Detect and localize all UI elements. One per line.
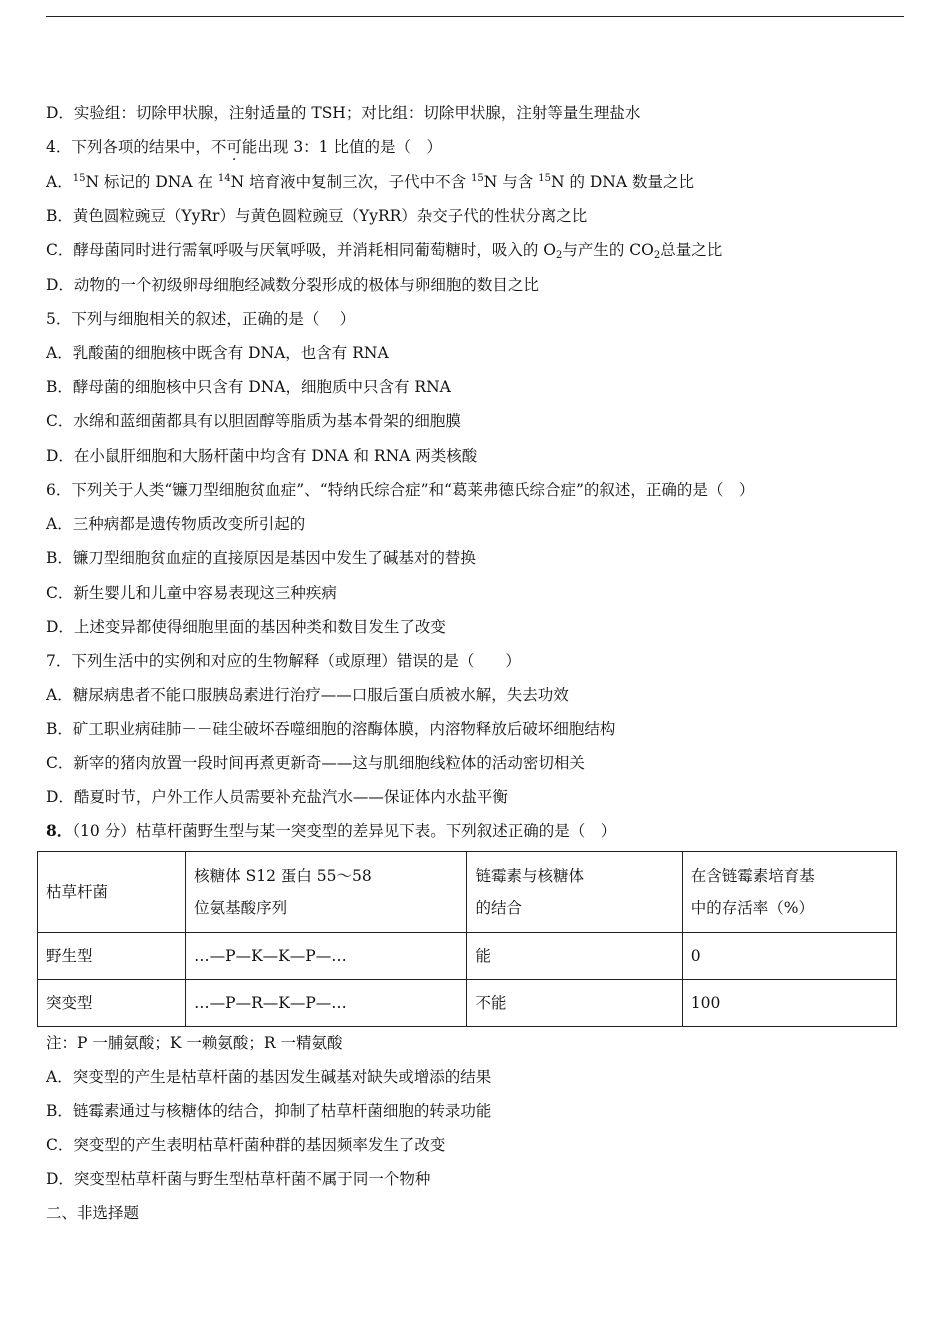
q5-option-c: C．水绵和蓝细菌都具有以胆固醇等脂质为基本骨架的细胞膜	[46, 412, 461, 430]
q7-option-a: A．糖尿病患者不能口服胰岛素进行治疗——口服后蛋白质被水解，失去功效	[46, 686, 569, 704]
table-header-cell: 核糖体 S12 蛋白 55～58 位氨基酸序列	[186, 852, 467, 933]
table-header-cell: 在含链霉素培育基 中的存活率（%）	[682, 852, 896, 933]
section-heading: 二、非选择题	[46, 1204, 140, 1222]
q4-emphasis: 不可能	[210, 138, 258, 156]
table-cell: 100	[682, 980, 896, 1027]
q5-option-b: B．酵母菌的细胞核中只含有 DNA，细胞质中只含有 RNA	[46, 378, 451, 396]
q4-stem: 4．下列各项的结果中，不可能出现 3：1 比值的是（ ）	[46, 138, 442, 156]
table-cell: …—P—R—K—P—…	[186, 980, 467, 1027]
q5-stem: 5．下列与细胞相关的叙述，正确的是（ ）	[46, 310, 356, 328]
q6-stem: 6．下列关于人类“镰刀型细胞贫血症”、“特纳氏综合症”和“葛莱弗德氏综合症”的叙述，正确的是（ ）	[46, 481, 755, 499]
table-header-cell: 枯草杆菌	[38, 852, 186, 933]
table-cell: 0	[682, 933, 896, 980]
q8-table	[37, 851, 897, 1027]
q6-option-a: A．三种病都是遗传物质改变所引起的	[46, 515, 306, 533]
q8-option-b: B．链霉素通过与核糖体的结合，抑制了枯草杆菌细胞的转录功能	[46, 1102, 492, 1120]
q4-option-a: A．$^{15}$N 标记的 DNA 在 $^{14}$N 培育液中复制三次，子代中不含 $^{15}$N 与含 $^{15}$N 的 DNA 数量之比	[46, 173, 694, 191]
table-header-row	[38, 852, 897, 933]
q4-option-b: B．黄色圆粒豌豆（YyRr）与黄色圆粒豌豆（YyRR）杂交子代的性状分离之比	[46, 207, 588, 225]
table-header-cell: 链霉素与核糖体 的结合	[467, 852, 682, 933]
q8-option-c: C．突变型的产生表明枯草杆菌种群的基因频率发生了改变	[46, 1136, 446, 1154]
q8-option-d: D．突变型枯草杆菌与野生型枯草杆菌不属于同一个物种	[46, 1170, 431, 1188]
table-cell: 不能	[467, 980, 682, 1027]
q8-stem: 8．（10 分）枯草杆菌野生型与某一突变型的差异见下表。下列叙述正确的是（ ）	[46, 821, 617, 840]
q4-option-c: C．酵母菌同时进行需氧呼吸与厌氧呼吸，并消耗相同葡萄糖时，吸入的 $O_2$与产生的 $CO_2$总量之比	[46, 241, 723, 261]
q5-option-d: D．在小鼠肝细胞和大肠杆菌中均含有 DNA 和 RNA 两类核酸	[46, 447, 478, 465]
q7-option-c: C．新宰的猪肉放置一段时间再煮更新奇——这与肌细胞线粒体的活动密切相关	[46, 754, 585, 772]
table-cell: 能	[467, 933, 682, 980]
q6-option-b: B．镰刀型细胞贫血症的直接原因是基因中发生了碱基对的替换	[46, 549, 476, 567]
table-row	[38, 933, 897, 980]
q4-option-d: D．动物的一个初级卵母细胞经减数分裂形成的极体与卵细胞的数目之比	[46, 276, 539, 294]
q8-option-a: A．突变型的产生是枯草杆菌的基因发生碱基对缺失或增添的结果	[46, 1068, 492, 1086]
table-cell: 突变型	[38, 980, 186, 1027]
q8-note: 注：P 一脯氨酸；K 一赖氨酸；R 一精氨酸	[46, 1034, 343, 1052]
q6-option-d: D．上述变异都使得细胞里面的基因种类和数目发生了改变	[46, 618, 446, 636]
q5-option-a: A．乳酸菌的细胞核中既含有 DNA，也含有 RNA	[46, 344, 389, 362]
q6-option-c: C．新生婴儿和儿童中容易表现这三种疾病	[46, 584, 337, 602]
q7-option-d: D．酷夏时节，户外工作人员需要补充盐汽水——保证体内水盐平衡	[46, 788, 508, 806]
table-row	[38, 980, 897, 1027]
q8-score: （10 分）	[72, 822, 136, 840]
header-rule	[46, 16, 904, 17]
table-cell: 野生型	[38, 933, 186, 980]
q7-stem: 7．下列生活中的实例和对应的生物解释（或原理）错误的是（ ）	[46, 652, 521, 670]
table-cell: …—P—K—K—P—…	[186, 933, 467, 980]
q3-option-d: D．实验组：切除甲状腺，注射适量的 TSH；对比组：切除甲状腺，注射等量生理盐水	[46, 104, 641, 122]
q7-option-b: B．矿工职业病硅肺－－硅尘破坏吞噬细胞的溶酶体膜，内溶物释放后破坏细胞结构	[46, 720, 616, 738]
